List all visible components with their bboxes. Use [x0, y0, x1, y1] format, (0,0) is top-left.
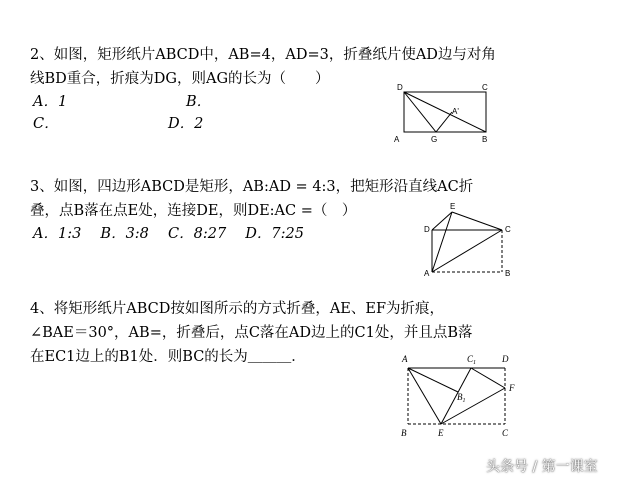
problem-4-figure — [395, 350, 525, 442]
label-a: A — [394, 135, 400, 144]
label-c: C — [482, 83, 488, 92]
problem-3-line-1: 3、如图，四边形ABCD是矩形，AB:AD = 4:3，把矩形沿直线AC折 — [30, 179, 474, 195]
label-b1: $B_1$ — [457, 392, 466, 404]
label-a-prime: A' — [452, 107, 459, 116]
problem-2-option-d: D．2 — [168, 116, 204, 132]
label-e: E — [438, 428, 444, 438]
label-d: D — [424, 225, 430, 234]
label-b: B — [505, 269, 511, 278]
fold-segment — [436, 112, 452, 132]
watermark: 头条号 / 第一课室 — [486, 459, 598, 475]
crease-dg — [404, 92, 436, 132]
label-c1: $C_1$ — [467, 354, 477, 366]
problem-3-figure — [418, 198, 518, 282]
segment-c1f — [471, 368, 505, 388]
problem-4-line-3: 在EC1边上的B1处．则BC的长为＿＿＿． — [30, 349, 306, 365]
problem-2-option-a: A．1 — [33, 94, 68, 110]
problem-3-line-2: 叠，点B落在点E处，连接DE，则DE:AC =（ ） — [30, 203, 357, 219]
segment-ec — [452, 212, 502, 230]
label-a: A — [402, 354, 408, 364]
problem-4-line-2: ∠BAE＝30°，AB=，折叠后，点C落在AD边上的C1处，并且点B落 — [30, 325, 473, 341]
label-a: A — [424, 269, 430, 278]
problem-4-line-1: 4、将矩形纸片ABCD按如图所示的方式折叠，AE、EF为折痕， — [30, 301, 445, 317]
label-g: G — [431, 135, 438, 144]
label-d: D — [502, 354, 509, 364]
problem-2-option-c: C． — [33, 116, 59, 132]
label-c: C — [502, 428, 509, 438]
label-f: F — [509, 383, 515, 393]
diagonal-bd — [404, 92, 486, 132]
label-d: D — [397, 83, 403, 92]
problem-2-option-b: B． — [186, 94, 212, 110]
problem-2-line-2: 线BD重合，折痕为DG，则AG的长为（ ） — [30, 71, 330, 87]
label-b: B — [401, 428, 407, 438]
problem-2-figure — [390, 80, 500, 148]
problem-2-line-1: 2、如图，矩形纸片ABCD中，AB=4，AD=3，折叠纸片使AD边与对角 — [30, 47, 496, 63]
problem-3-options: A．1:3 B．3:8 C．8:27 D．7:25 — [33, 226, 304, 242]
diagonal-ac — [432, 230, 502, 272]
label-e: E — [450, 202, 456, 211]
label-c: C — [505, 225, 511, 234]
label-b: B — [482, 135, 488, 144]
